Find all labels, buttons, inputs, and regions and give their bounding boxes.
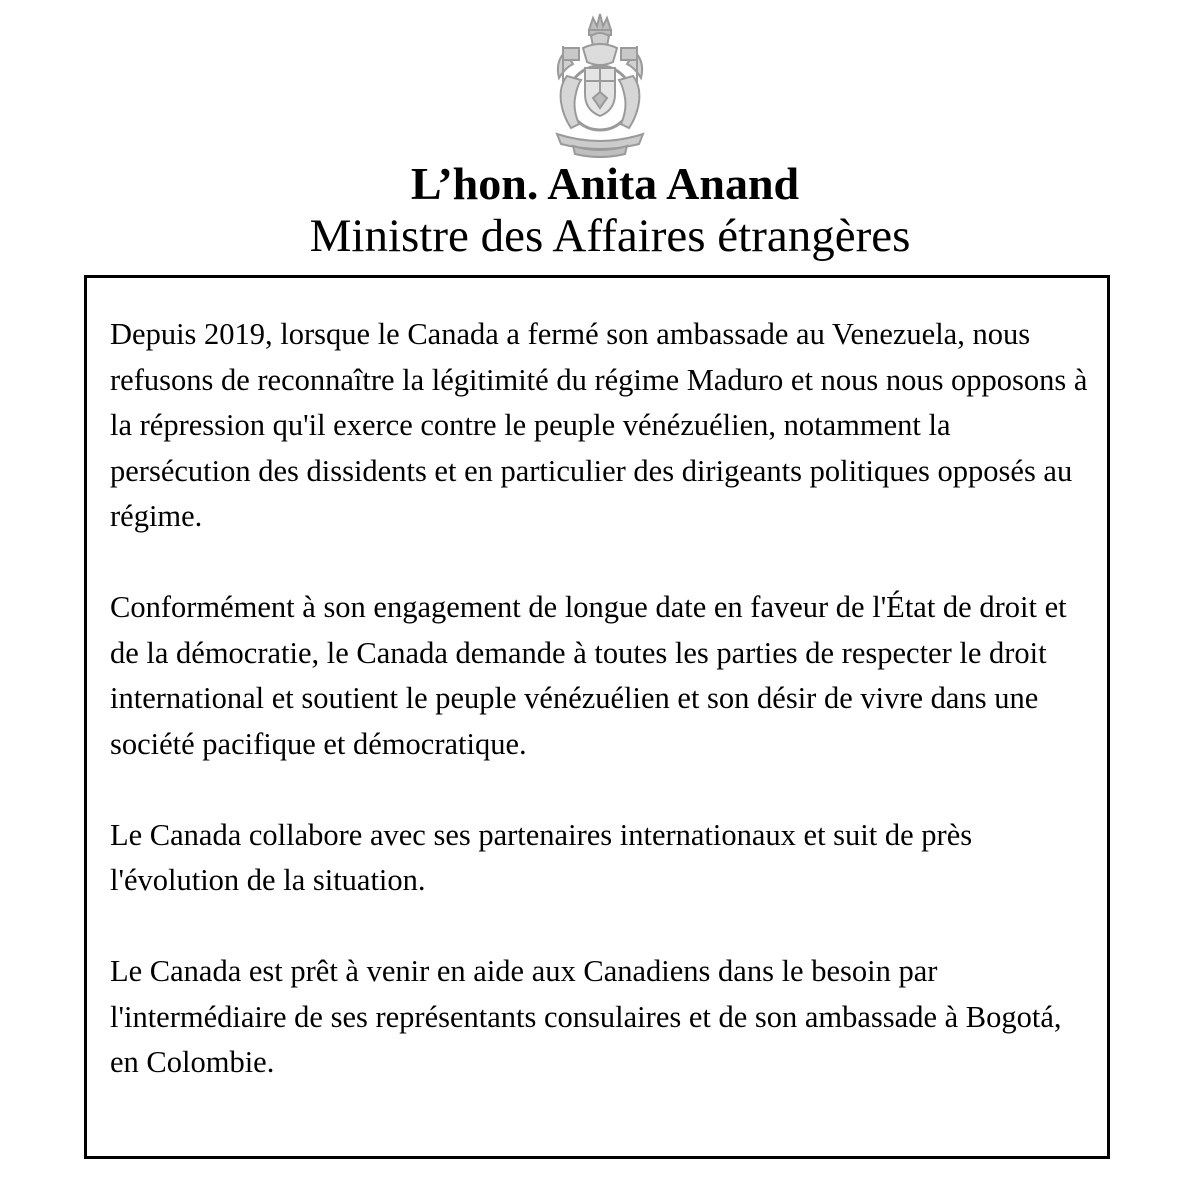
header [0,158,1200,262]
minister-name: L’hon. Anita Anand [410,158,800,209]
statement-body [110,312,1090,1086]
statement-paragraph-3: Le Canada collabore avec ses partenaires internationaux et suit de près l'évolution de la situation. [110,817,973,897]
coat-of-arms-icon [543,12,657,158]
statement-paragraph-2: Conformément à son engagement de longue date en faveur de l'État de droit et de la démocratie, le Canada demande à toutes les parties de respecter le droit international et soutient le peuple vénézuélien et son désir de vivre dans une société pacifique et démocratique. [110,590,1067,761]
statement-paragraph-4: Le Canada est prêt à venir en aide aux Canadiens dans le besoin par l'intermédiaire de ses représentants consulaires et de son ambassade à Bogotá, en Colombie. [110,954,1062,1079]
statement-paragraph-1: Depuis 2019, lorsque le Canada a fermé son ambassade au Venezuela, nous refusons de reconnaître la légitimité du régime Maduro et nous nous opposons à la répression qu'il exerce contre le peuple vénézuélien, notamment la persécution des dissidents et en particulier des dirigeants politiques opposés au régime. [110,317,1088,533]
minister-title: Ministre des Affaires étrangères [309,210,911,262]
